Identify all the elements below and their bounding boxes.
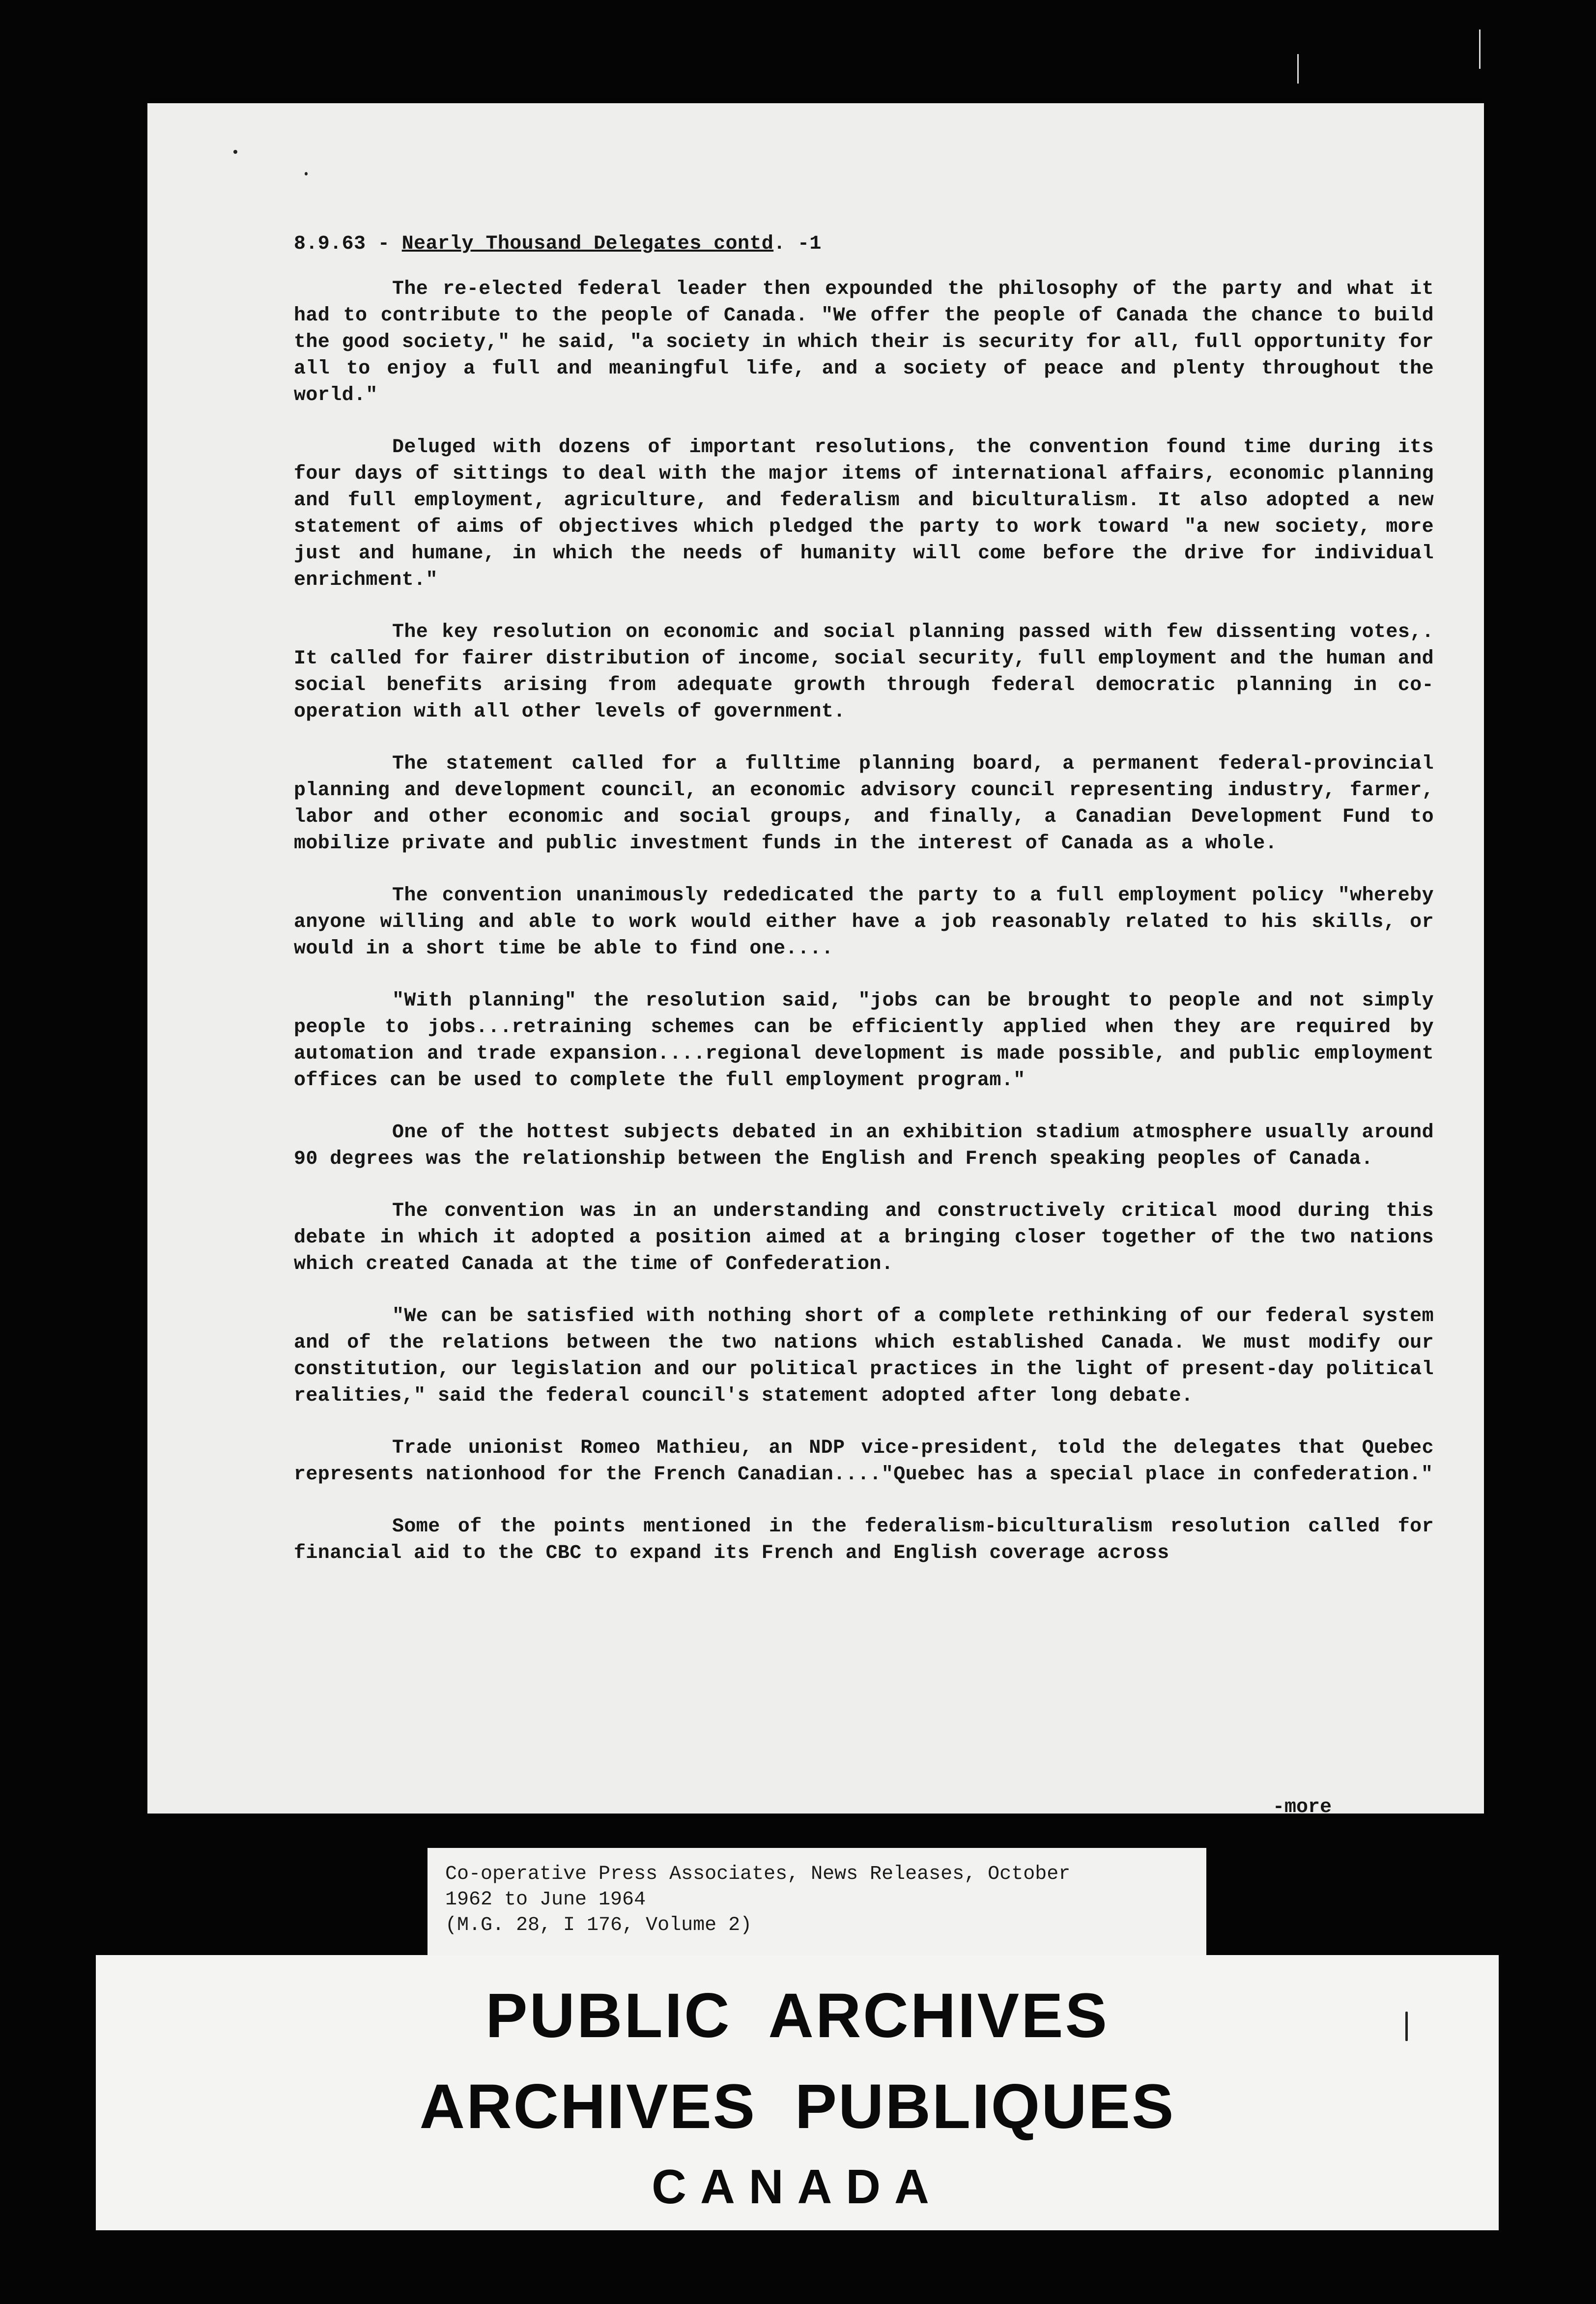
- paragraph: The re-elected federal leader then expounded the philosophy of the party and what it had to contribute to the people of Canada. "We offer the people of Canada the chance to build the good society," he said, "a society in which their is security for all, full opportunity for all to enjoy a full and meaningful life, and a society of peace and plenty throughout the world.": [294, 278, 1434, 406]
- paragraph: The statement called for a fulltime planning board, a permanent federal-provincial planning and development council, an economic advisory council representing industry, farmer, labor and other economic and social groups, and finally, a Canadian Development Fund to mobilize private and public investment funds in the interest of Canada as a whole.: [294, 753, 1434, 855]
- paragraph: The key resolution on economic and social planning passed with few dissenting votes,. It called for fairer distribution of income, social security, full employment and the human and social benefits arising from adequate growth through federal democratic planning in co-operation with all other levels of government.: [294, 621, 1434, 723]
- paragraph: "We can be satisfied with nothing short of a complete rethinking of our federal system and of the relations between the two nations which established Canada. We must modify our constitution, our legislation and our political practices in the light of present-day political realities," said the federal council's statement adopted after long debate.: [294, 1305, 1434, 1407]
- stamp-line-country: CANADA: [652, 2160, 943, 2214]
- paragraph: Trade unionist Romeo Mathieu, an NDP vice-president, told the delegates that Quebec represents nationhood for the French Canadian...."Quebec has a special place in confederation.": [294, 1437, 1434, 1486]
- header-title: Nearly Thousand Delegates contd: [401, 233, 774, 255]
- stamp-line-french: ARCHIVES PUBLIQUES: [419, 2072, 1175, 2142]
- typed-text-body: [294, 231, 1434, 1592]
- typed-page: [147, 103, 1484, 1818]
- paragraph: Deluged with dozens of important resolutions, the convention found time during its four days of sittings to deal with the major items of international affairs, economic planning and full employment, agriculture, and federalism and biculturalism. It also adopted a new statement of aims of objectives which pledged the party to work toward "a new society, more just and humane, in which the needs of humanity will come before the drive for individual enrichment.": [294, 436, 1434, 591]
- film-edge-mark: [1297, 54, 1299, 84]
- paragraph: One of the hottest subjects debated in an exhibition stadium atmosphere usually around 90 degrees was the relationship between the English and French speaking peoples of Canada.: [294, 1122, 1434, 1170]
- film-edge-mark: [1479, 29, 1481, 69]
- citation-line: (M.G. 28, I 176, Volume 2): [445, 1914, 752, 1936]
- public-archives-stamp: [96, 1955, 1499, 2230]
- header-date: 8.9.63 -: [294, 233, 402, 255]
- paragraph: "With planning" the resolution said, "jobs can be brought to people and not simply people to jobs...retraining schemes can be efficiently applied when they are required by automation and trade expansion....regional development is made possible, and public employment offices can be used to complete the full employment program.": [294, 990, 1434, 1092]
- citation-line: 1962 to June 1964: [445, 1889, 646, 1911]
- stamp-line-english: PUBLIC ARCHIVES: [485, 1981, 1109, 2051]
- continuation-marker: -more: [1273, 1796, 1332, 1818]
- citation-line: Co-operative Press Associates, News Releases, October: [445, 1863, 1071, 1885]
- stamp-speck: [1405, 2012, 1408, 2041]
- header-suffix: . -1: [773, 233, 822, 255]
- archive-citation-label: [428, 1848, 1206, 1958]
- paragraph: The convention unanimously rededicated the party to a full employment policy "whereby anyone willing and able to work would either have a job reasonably related to his skills, or would in a short time be able to find one....: [294, 885, 1434, 960]
- paragraph: Some of the points mentioned in the federalism-biculturalism resolution called for financial aid to the CBC to expand its French and English coverage across: [294, 1516, 1434, 1564]
- paper-speck: [305, 172, 308, 175]
- paragraph: The convention was in an understanding and constructively critical mood during this debate in which it adopted a position aimed at a bringing closer together of the two nations which created Canada at the time of Confederation.: [294, 1200, 1434, 1275]
- paper-speck: [233, 150, 237, 154]
- page-header: [294, 231, 1434, 258]
